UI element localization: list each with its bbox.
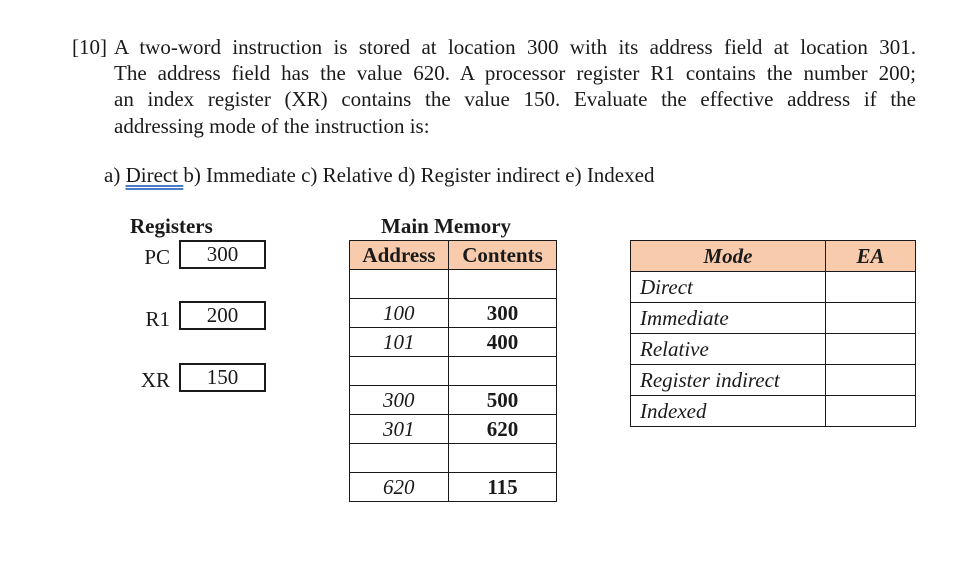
memory-address-cell: 100: [350, 299, 449, 328]
register-pc-label: PC: [144, 245, 170, 269]
memory-address-cell: [350, 444, 449, 473]
question-line-2: The address field has the value 620. A processor register R1 contains the number 200;: [114, 61, 916, 85]
main-memory-title: Main Memory: [381, 214, 512, 238]
mode-cell: Immediate: [631, 303, 826, 334]
option-a-prefix: a): [104, 163, 126, 187]
memory-header-row: [350, 241, 557, 270]
table-row: [631, 365, 916, 396]
main-memory-table: [349, 240, 557, 502]
contents-header: Contents: [449, 241, 557, 270]
memory-contents-cell: [449, 270, 557, 299]
memory-address-cell: 301: [350, 415, 449, 444]
table-row: [350, 299, 557, 328]
ea-header: EA: [826, 241, 916, 272]
memory-contents-cell: 115: [449, 473, 557, 502]
register-r1-label: R1: [145, 307, 170, 331]
mode-cell: Direct: [631, 272, 826, 303]
ea-cell: [826, 396, 916, 427]
table-row: [350, 444, 557, 473]
memory-contents-cell: 300: [449, 299, 557, 328]
table-row: [631, 334, 916, 365]
memory-contents-cell: 400: [449, 328, 557, 357]
address-header: Address: [350, 241, 449, 270]
table-row: [350, 415, 557, 444]
table-row: [631, 272, 916, 303]
mode-header: Mode: [631, 241, 826, 272]
ea-cell: [826, 272, 916, 303]
option-a-direct: Direct: [125, 163, 184, 187]
register-pc-box: 300: [179, 240, 266, 269]
options-rest: b) Immediate c) Relative d) Register indirect e) Indexed: [183, 163, 655, 187]
register-r1-box: 200: [179, 301, 266, 330]
memory-address-cell: 300: [350, 386, 449, 415]
ea-cell: [826, 365, 916, 396]
memory-address-cell: [350, 270, 449, 299]
ea-cell: [826, 303, 916, 334]
memory-contents-cell: 500: [449, 386, 557, 415]
question-line-1: A two-word instruction is stored at location 300 with its address field at location 301.: [114, 35, 916, 59]
mode-ea-table: [630, 240, 916, 427]
memory-contents-cell: [449, 357, 557, 386]
table-row: [350, 357, 557, 386]
table-row: [350, 270, 557, 299]
register-xr-box: 150: [179, 363, 266, 392]
register-xr-label: XR: [140, 368, 170, 392]
table-row: [350, 386, 557, 415]
memory-address-cell: 620: [350, 473, 449, 502]
mode-cell: Relative: [631, 334, 826, 365]
registers-title: Registers: [130, 214, 213, 238]
memory-address-cell: 101: [350, 328, 449, 357]
mode-header-row: [631, 241, 916, 272]
mode-cell: Indexed: [631, 396, 826, 427]
memory-contents-cell: [449, 444, 557, 473]
memory-address-cell: [350, 357, 449, 386]
addressing-mode-options: [104, 163, 654, 188]
mode-cell: Register indirect: [631, 365, 826, 396]
table-row: [631, 303, 916, 334]
table-row: [350, 473, 557, 502]
question-line-3: an index register (XR) contains the value 150. Evaluate the effective address if the: [114, 87, 916, 111]
question-number: [10]: [72, 35, 107, 59]
ea-cell: [826, 334, 916, 365]
table-row: [350, 328, 557, 357]
memory-contents-cell: 620: [449, 415, 557, 444]
question-line-4: addressing mode of the instruction is:: [114, 114, 430, 138]
table-row: [631, 396, 916, 427]
